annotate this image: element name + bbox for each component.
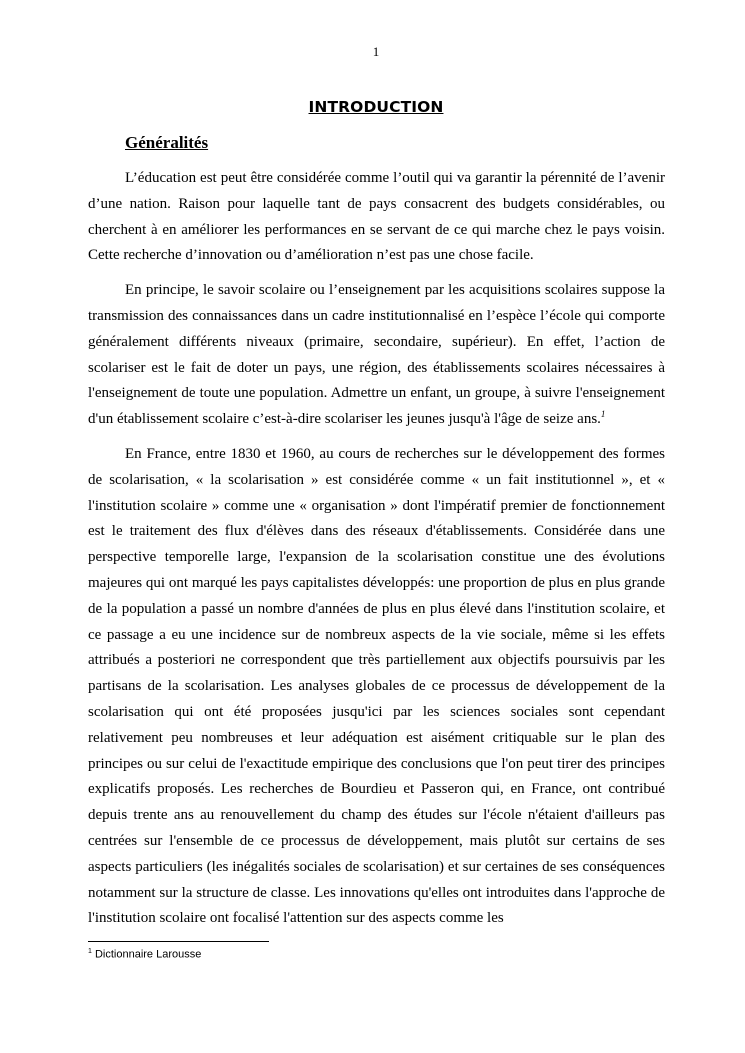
section-heading: Généralités	[125, 133, 209, 152]
page-title: INTRODUCTION	[308, 98, 444, 116]
page-number: 1	[372, 44, 380, 59]
footnote-number: 1	[88, 948, 92, 955]
paragraph-1: L’éducation est peut être considérée comme l’outil qui va garantir la pérennité de l’avenir d’une nation. Raison pour laquelle tant de pays consacrent des budgets considérables, ou cherchent à en améliorer les performances en se servant de ce qui marche chez le pays voisin. Cette recherche d’innovation ou d’amélioration n’est pas une chose facile.	[88, 170, 665, 264]
paragraph-2: En principe, le savoir scolaire ou l’enseignement par les acquisitions scolaires suppose la transmission des connaissances dans un cadre institutionnalisé en l’espèce l’école qui comporte généralement différents niveaux (primaire, secondaire, supérieur). En effet, l’action de scolariser est le fait de doter un pays, une région, des établissements scolaires nécessaires à l'enseignement de toute une population. Admettre un enfant, un groupe, à suivre l'enseignement d'un établissement scolaire c’est-à-dire scolariser les jeunes jusqu'à l'âge de seize ans.$^1$	[88, 282, 665, 428]
footnote-separator	[88, 941, 269, 942]
body-text	[88, 166, 665, 941]
footnote-reference[interactable]: 1	[600, 409, 606, 420]
footnote-text: Dictionnaire Larousse	[94, 948, 202, 961]
footnote	[88, 948, 201, 961]
paragraph-3: En France, entre 1830 et 1960, au cours de recherches sur le développement des formes de scolarisation, « la scolarisation » est considérée comme « un fait institutionnel », et « l'institution scolaire » comme une « organisation » dont l'impératif premier de fonctionnement est le traitement des flux d'élèves dans des réseaux d'établissements. Considérée dans une perspective temporelle large, l'expansion de la scolarisation constitue une des évolutions majeures qui ont marqué les pays capitalistes développés: une proportion de plus en plus grande de la population a passé un nombre d'années de plus en plus élevé dans l'institution scolaire, et ce passage a eu une incidence sur de nombreux aspects de la vie sociale, même si les effets attribués a posteriori ne correspondent que très partiellement aux objectifs poursuivis par les partisans de la scolarisation. Les analyses globales de ce processus de développement de la scolarisation qui ont été proposées jusqu'ici par les sciences sociales sont cependant relativement peu nombreuses et leur adéquation est aisément critiquable sur le plan des principes ou sur celui de l'exactitude empirique des conclusions que l'on peut tirer des principes explicatifs proposés. Les recherches de Bourdieu et Passeron qui, en France, ont contribué depuis trente ans au renouvellement du champ des études sur l'école n'étaient d'ailleurs pas centrées sur l'ensemble de ce processus de développement, mais plutôt sur certains de ses aspects particuliers (les inégalités sociales de scolarisation) et sur certaines de ses conséquences notamment sur la structure de classe. Les innovations qu'elles ont introduites dans l'approche de l'institution scolaire ont focalisé l'attention sur des aspects comme les	[88, 445, 665, 927]
